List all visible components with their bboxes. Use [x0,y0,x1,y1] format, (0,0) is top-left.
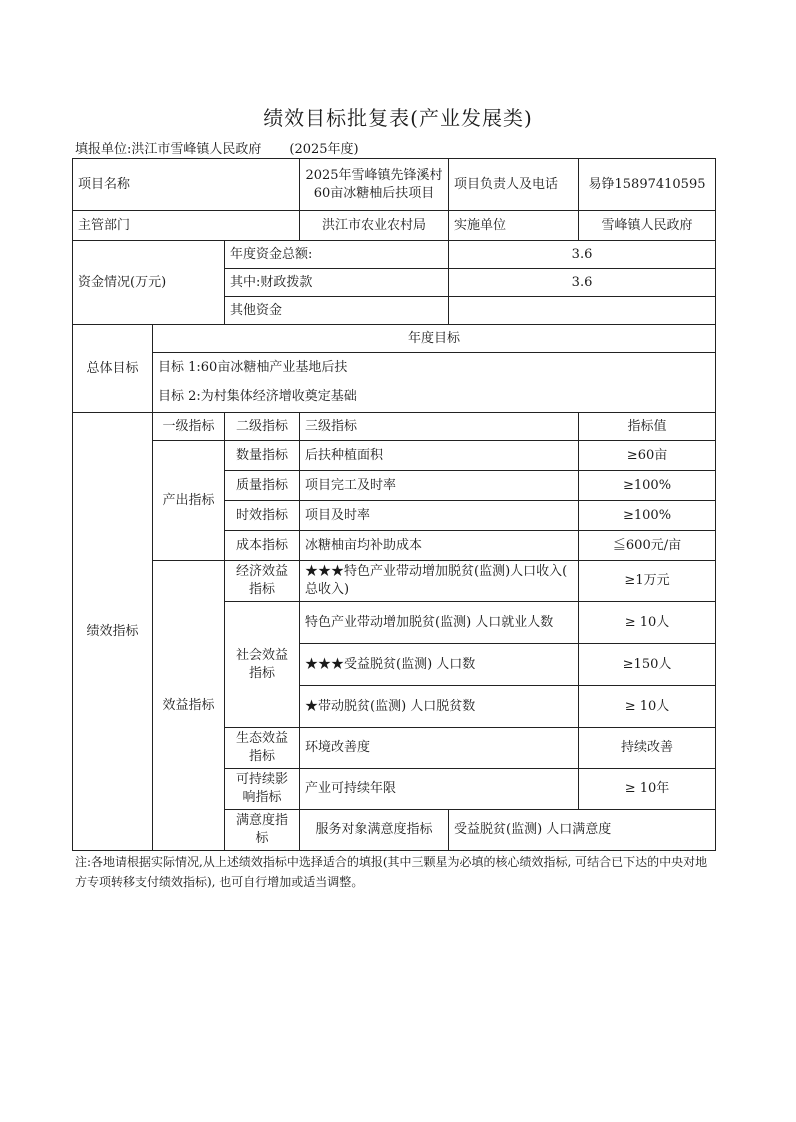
indicator-value: ≥100% [579,471,716,501]
indicator-value: ≦600元/亩 [579,531,716,561]
level3-indicator: 项目完工及时率 [300,471,579,501]
funds-row-label: 其中:财政拨款 [225,269,449,297]
level2-indicator: 可持续影响指标 [225,769,300,810]
column-header: 指标值 [579,413,716,441]
perf-indicator-label: 绩效指标 [73,413,153,851]
table-row [73,241,716,269]
benefit-indicator-label: 效益指标 [153,561,225,851]
indicator-value: ≥100% [579,501,716,531]
level3-indicator: 后扶种植面积 [300,441,579,471]
column-header: 一级指标 [153,413,225,441]
dept-value: 洪江市农业农村局 [300,211,449,241]
table-row [73,413,716,441]
indicator-value: ≥ 10年 [579,769,716,810]
funds-row-label: 年度资金总额: [225,241,449,269]
level2-indicator: 服务对象满意度指标 [300,810,449,851]
table-row [73,383,716,413]
table-row [73,441,716,471]
dept-label: 主管部门 [73,211,300,241]
funds-row-value: 3.6 [449,241,716,269]
level2-indicator: 时效指标 [225,501,300,531]
level2-indicator: 经济效益指标 [225,561,300,602]
level3-indicator: 受益脱贫(监测) 人口满意度 [449,810,716,851]
indicator-value: ≥1万元 [579,561,716,602]
indicator-value: ≥150人 [579,644,716,686]
project-name-value: 2025年雪峰镇先锋溪村60亩冰糖柚后扶项目 [300,159,449,211]
goal-item: 目标 2:为村集体经济增收奠定基础 [153,383,716,413]
funds-row-value [449,297,716,325]
goal-item: 目标 1:60亩冰糖柚产业基地后扶 [153,353,716,383]
funds-row-label: 其他资金 [225,297,449,325]
satisfaction-indicator-label: 满意度指标 [225,810,300,851]
level3-indicator: 特色产业带动增加脱贫(监测) 人口就业人数 [300,602,579,644]
report-header [75,138,359,157]
level3-indicator: 项目及时率 [300,501,579,531]
level3-indicator: ★★★受益脱贫(监测) 人口数 [300,644,579,686]
level3-indicator: 产业可持续年限 [300,769,579,810]
level2-indicator: 质量指标 [225,471,300,501]
contact-value: 易铮15897410595 [579,159,716,211]
table-row [73,211,716,241]
footnote: 注:各地请根据实际情况,从上述绩效指标中选择适合的填报(其中三颗星为必填的核心绩效指标, 可结合已下达的中央对地方专项转移支付绩效指标), 也可自行增加或适当调整。 [75,855,708,888]
level3-indicator: 环境改善度 [300,728,579,769]
impl-label: 实施单位 [449,211,579,241]
page-title: 绩效目标批复表(产业发展类) [263,106,533,130]
output-indicator-label: 产出指标 [153,441,225,561]
impl-value: 雪峰镇人民政府 [579,211,716,241]
table-row [73,159,716,211]
performance-table [72,158,716,851]
level2-indicator: 社会效益指标 [225,602,300,728]
funds-row-value: 3.6 [449,269,716,297]
level3-indicator: ★带动脱贫(监测) 人口脱贫数 [300,686,579,728]
overall-goal-label: 总体目标 [73,325,153,413]
column-header: 三级指标 [300,413,579,441]
level2-indicator: 成本指标 [225,531,300,561]
funds-label: 资金情况(万元) [73,241,225,325]
column-header: 二级指标 [225,413,300,441]
level3-indicator: 冰糖柚亩均补助成本 [300,531,579,561]
project-name-label: 项目名称 [73,159,300,211]
table-row [73,325,716,353]
table-row [73,561,716,602]
report-year: (2025年度) [289,142,359,157]
reporting-unit: 填报单位:洪江市雪峰镇人民政府 [75,142,262,157]
indicator-value: ≥ 10人 [579,686,716,728]
indicator-value: 持续改善 [579,728,716,769]
level3-indicator: ★★★特色产业带动增加脱贫(监测)人口收入( 总收入) [300,561,579,602]
indicator-value: ≥60亩 [579,441,716,471]
level2-indicator: 生态效益指标 [225,728,300,769]
table-row [73,353,716,383]
level2-indicator: 数量指标 [225,441,300,471]
contact-label: 项目负责人及电话 [449,159,579,211]
performance-table-wrapper [72,158,715,851]
annual-goal-header: 年度目标 [153,325,716,353]
indicator-value: ≥ 10人 [579,602,716,644]
